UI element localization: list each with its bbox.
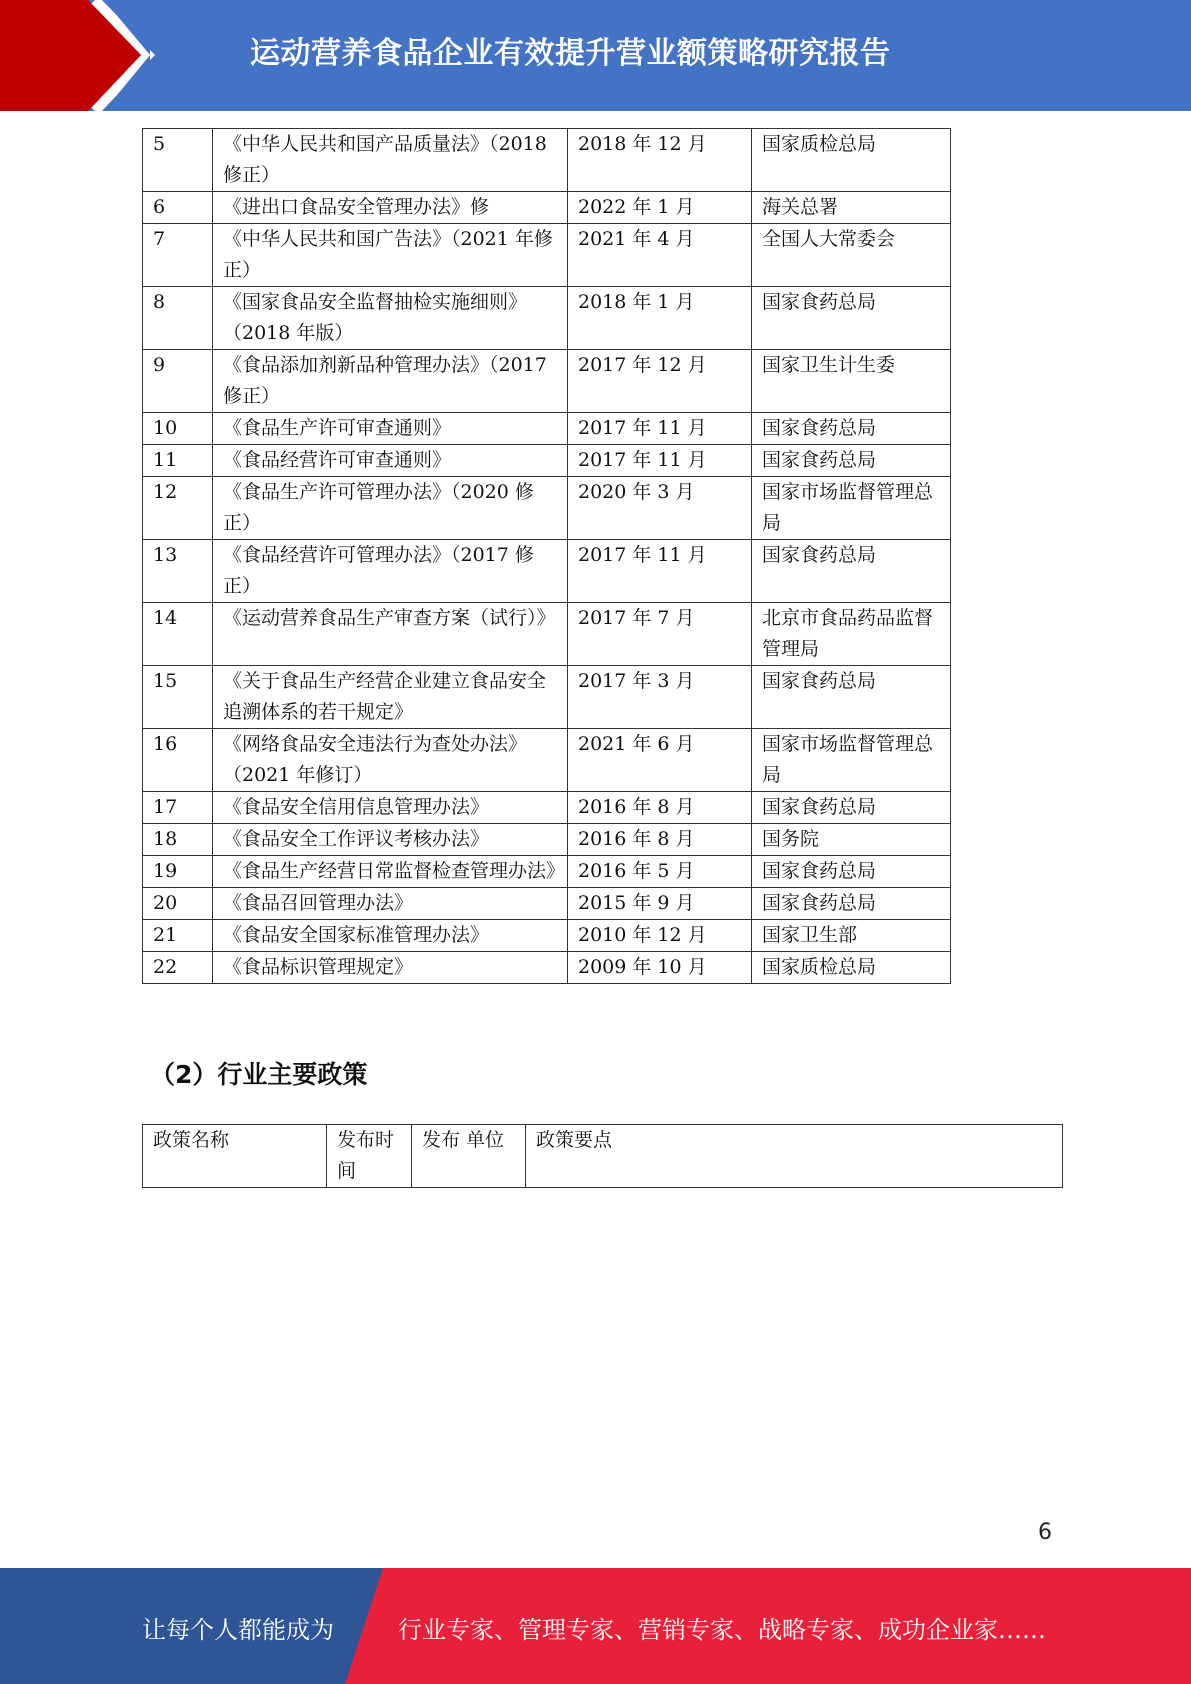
cell-number: 20 [143, 888, 213, 920]
cell-issuer: 国家食药总局 [752, 287, 951, 350]
cell-date: 2016 年 8 月 [568, 792, 752, 824]
cell-issuer: 国家质检总局 [752, 129, 951, 192]
footer-slogan-right: 行业专家、管理专家、营销专家、战略专家、成功企业家…… [398, 1616, 1046, 1644]
cell-date: 2017 年 12 月 [568, 350, 752, 413]
cell-date: 2009 年 10 月 [568, 952, 752, 984]
cell-law-name: 《网络食品安全违法行为查处办法》 （2021 年修订） [213, 729, 568, 792]
policy-header-row [143, 1125, 1063, 1188]
cell-date: 2010 年 12 月 [568, 920, 752, 952]
cell-law-name: 《关于食品生产经营企业建立食品安全追溯体系的若干规定》 [213, 666, 568, 729]
cell-issuer: 国家食药总局 [752, 445, 951, 477]
cell-number: 10 [143, 413, 213, 445]
cell-number: 7 [143, 224, 213, 287]
cell-number: 22 [143, 952, 213, 984]
cell-issuer: 国家食药总局 [752, 792, 951, 824]
cell-law-name: 《食品生产许可审查通则》 [213, 413, 568, 445]
cell-issuer: 国家质检总局 [752, 952, 951, 984]
cell-law-name: 《食品安全工作评议考核办法》 [213, 824, 568, 856]
table-row [143, 824, 951, 856]
cell-date: 2021 年 6 月 [568, 729, 752, 792]
cell-law-name: 《食品生产经营日常监督检查管理办法》 [213, 856, 568, 888]
cell-law-name: 《中华人民共和国广告法》（2021 年修正） [213, 224, 568, 287]
cell-date: 2017 年 11 月 [568, 540, 752, 603]
cell-number: 6 [143, 192, 213, 224]
cell-number: 18 [143, 824, 213, 856]
cell-number: 19 [143, 856, 213, 888]
table-row [143, 729, 951, 792]
cell-issuer: 全国人大常委会 [752, 224, 951, 287]
cell-date: 2022 年 1 月 [568, 192, 752, 224]
cell-date: 2017 年 11 月 [568, 445, 752, 477]
cell-number: 8 [143, 287, 213, 350]
cell-law-name: 《中华人民共和国产品质量法》（2018 修正） [213, 129, 568, 192]
cell-law-name: 《国家食品安全监督抽检实施细则》 （2018 年版） [213, 287, 568, 350]
cell-number: 16 [143, 729, 213, 792]
cell-issuer: 国家食药总局 [752, 413, 951, 445]
cell-date: 2016 年 8 月 [568, 824, 752, 856]
cell-issuer: 国家市场监督管理总局 [752, 729, 951, 792]
cell-law-name: 《食品安全国家标准管理办法》 [213, 920, 568, 952]
cell-date: 2017 年 3 月 [568, 666, 752, 729]
table-row [143, 350, 951, 413]
table-row [143, 224, 951, 287]
table-row [143, 603, 951, 666]
cell-issuer: 国家卫生计生委 [752, 350, 951, 413]
cell-law-name: 《食品召回管理办法》 [213, 888, 568, 920]
policy-header-name: 政策名称 [143, 1125, 327, 1188]
table-row [143, 952, 951, 984]
cell-law-name: 《食品经营许可管理办法》（2017 修正） [213, 540, 568, 603]
page-footer [0, 1568, 1191, 1684]
policy-header-time: 发布时间 [327, 1125, 412, 1188]
page-number: 6 [1038, 1520, 1052, 1545]
page-header [0, 0, 1191, 111]
cell-law-name: 《食品标识管理规定》 [213, 952, 568, 984]
cell-date: 2017 年 11 月 [568, 413, 752, 445]
report-title: 运动营养食品企业有效提升营业额策略研究报告 [250, 36, 891, 71]
cell-issuer: 国家卫生部 [752, 920, 951, 952]
cell-number: 5 [143, 129, 213, 192]
cell-issuer: 国务院 [752, 824, 951, 856]
cell-issuer: 国家食药总局 [752, 888, 951, 920]
table-row [143, 792, 951, 824]
cell-law-name: 《进出口食品安全管理办法》修 [213, 192, 568, 224]
cell-number: 12 [143, 477, 213, 540]
cell-date: 2021 年 4 月 [568, 224, 752, 287]
cell-issuer: 国家食药总局 [752, 856, 951, 888]
cell-law-name: 《食品安全信用信息管理办法》 [213, 792, 568, 824]
cell-law-name: 《运动营养食品生产审查方案（试行）》 [213, 603, 568, 666]
cell-number: 17 [143, 792, 213, 824]
footer-slogan-left: 让每个人都能成为 [142, 1616, 334, 1644]
cell-issuer: 国家食药总局 [752, 666, 951, 729]
cell-law-name: 《食品添加剂新品种管理办法》（2017 修正） [213, 350, 568, 413]
cell-number: 15 [143, 666, 213, 729]
table-row [143, 888, 951, 920]
table-row [143, 540, 951, 603]
table-row [143, 445, 951, 477]
cell-law-name: 《食品生产许可管理办法》（2020 修正） [213, 477, 568, 540]
policy-table [142, 1124, 1063, 1188]
cell-date: 2020 年 3 月 [568, 477, 752, 540]
cell-number: 13 [143, 540, 213, 603]
cell-issuer: 北京市食品药品监督管理局 [752, 603, 951, 666]
cell-number: 21 [143, 920, 213, 952]
table-row [143, 287, 951, 350]
table-row [143, 477, 951, 540]
cell-law-name: 《食品经营许可审查通则》 [213, 445, 568, 477]
cell-date: 2017 年 7 月 [568, 603, 752, 666]
cell-issuer: 国家市场监督管理总局 [752, 477, 951, 540]
policy-header-points: 政策要点 [526, 1125, 1063, 1188]
cell-date: 2015 年 9 月 [568, 888, 752, 920]
cell-number: 9 [143, 350, 213, 413]
policy-header-issuer: 发布 单位 [412, 1125, 526, 1188]
laws-table [142, 128, 951, 984]
laws-table-body [143, 129, 951, 984]
table-row [143, 129, 951, 192]
cell-date: 2018 年 1 月 [568, 287, 752, 350]
table-row [143, 666, 951, 729]
cell-issuer: 国家食药总局 [752, 540, 951, 603]
table-row [143, 856, 951, 888]
cell-number: 11 [143, 445, 213, 477]
table-row [143, 192, 951, 224]
cell-date: 2016 年 5 月 [568, 856, 752, 888]
table-row [143, 413, 951, 445]
cell-number: 14 [143, 603, 213, 666]
cell-date: 2018 年 12 月 [568, 129, 752, 192]
section-heading: （2）行业主要政策 [150, 1060, 368, 1089]
cell-issuer: 海关总署 [752, 192, 951, 224]
table-row [143, 920, 951, 952]
